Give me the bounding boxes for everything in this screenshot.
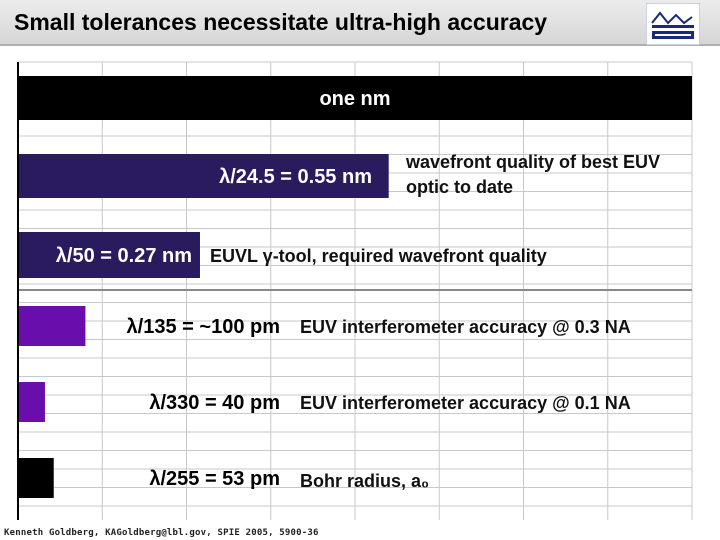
bar-annotation-3: EUV interferometer accuracy @ 0.3 NA [300, 317, 631, 337]
bar-label-4: λ/330 = 40 pm [149, 392, 280, 414]
chart-grid [18, 62, 692, 520]
bar-3 [18, 306, 85, 346]
slide-footer: Kenneth Goldberg, KAGoldberg@lbl.gov, SPIE 2005, 5900-36 [4, 528, 319, 538]
bar-label-2: λ/50 = 0.27 nm [55, 245, 192, 267]
bar-annotation-2: EUVL γ-tool, required wavefront quality [210, 246, 547, 266]
bar-annotation-1: wavefront quality of best EUV [406, 152, 661, 172]
bar-annotation-4: EUV interferometer accuracy @ 0.1 NA [300, 393, 631, 413]
bar-label-5: λ/255 = 53 pm [149, 468, 280, 490]
slide-title: Small tolerances necessitate ultra-high accuracy [14, 9, 548, 35]
bar-label-3: λ/135 = ~100 pm [126, 316, 280, 338]
bar-5 [18, 458, 54, 498]
bar-label-0: one nm [319, 88, 391, 110]
bar-annotation-1: optic to date [406, 177, 513, 197]
bar-label-1: λ/24.5 = 0.55 nm [219, 166, 372, 188]
bar-4 [18, 382, 45, 422]
bar-annotation-5: Bohr radius, a₀ [300, 471, 430, 491]
